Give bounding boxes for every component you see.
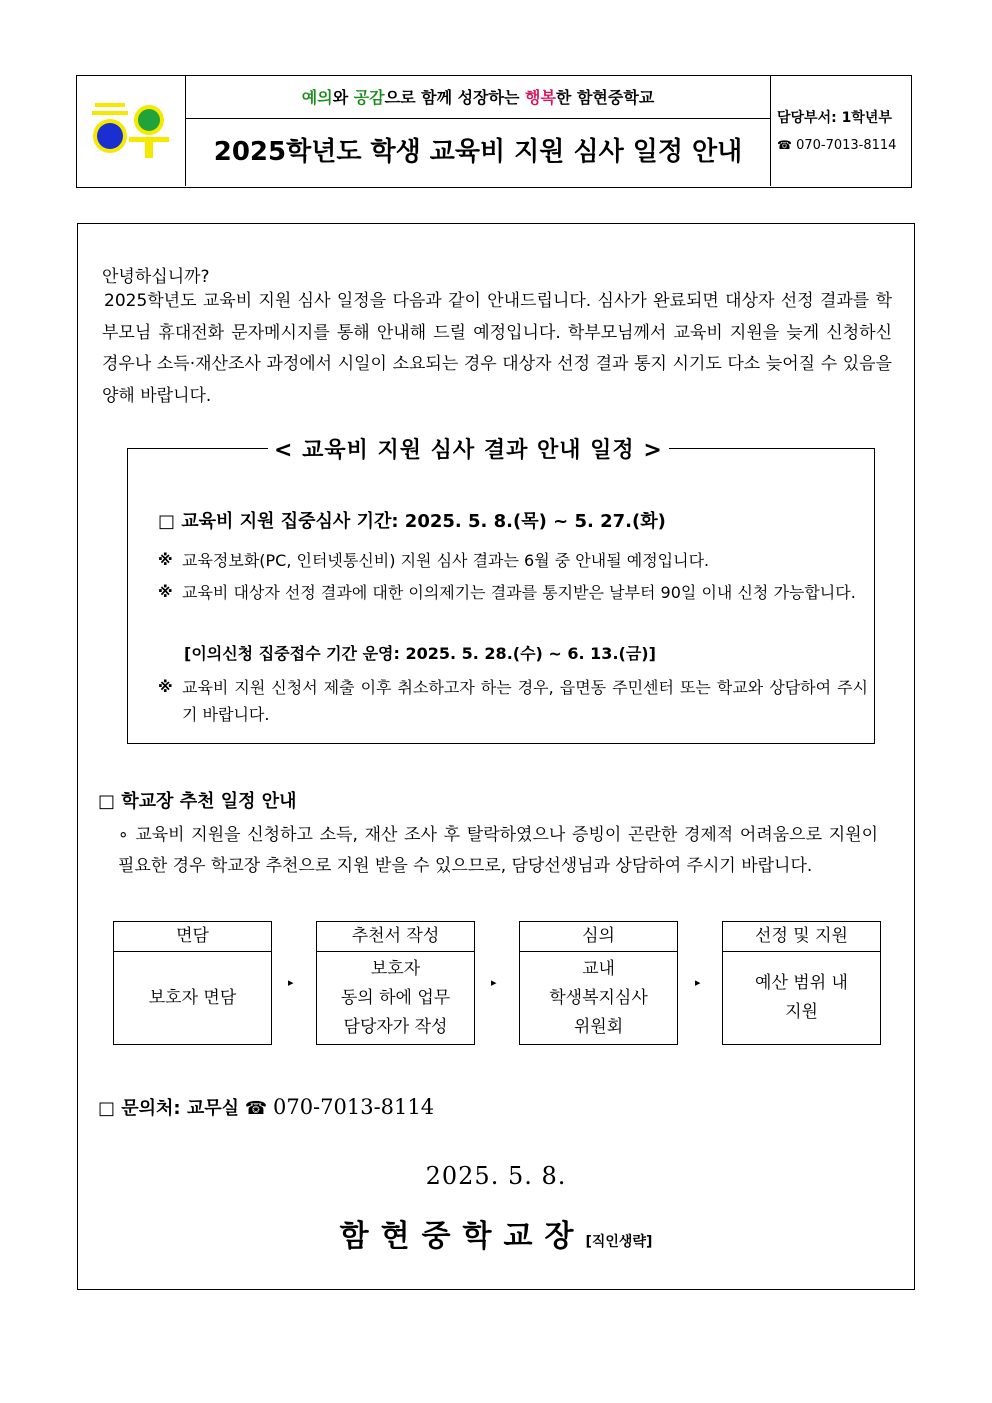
- flow-step-line: 보호자 면담: [148, 987, 237, 1008]
- principal-section-heading: □ 학교장 추천 일정 안내: [98, 791, 297, 812]
- flow-step: [722, 921, 881, 1045]
- motto-segment: 행복: [525, 88, 556, 107]
- signature: [78, 1211, 914, 1255]
- arrow-right-icon: ▸: [491, 976, 497, 989]
- note-text: 교육정보화(PC, 인터넷통신비) 지원 심사 결과는 6월 중 안내될 예정입니다.: [182, 551, 710, 570]
- note-mark-icon: ※: [158, 678, 173, 696]
- motto-text: [302, 88, 654, 107]
- issue-date: 2025. 5. 8.: [425, 1162, 567, 1190]
- motto-segment: 으로 함께 성장하는: [384, 88, 525, 107]
- school-logo-icon: [91, 100, 171, 160]
- school-motto: [186, 76, 770, 119]
- flow-step-title: 심의: [520, 922, 677, 952]
- note-mark-icon: ※: [158, 551, 173, 569]
- document-title: 2025학년도 학생 교육비 지원 심사 일정 안내: [213, 137, 743, 167]
- arrow-right-icon: ▸: [288, 976, 294, 989]
- notice-body: [77, 223, 915, 1290]
- motto-segment: 공감: [353, 88, 385, 107]
- note-mark-icon: ※: [158, 583, 173, 601]
- flow-step-body: [723, 952, 880, 1044]
- contact-label: □ 문의처: 교무실: [98, 1098, 240, 1119]
- flow-step: [519, 921, 678, 1045]
- department-label: 담당부서: 1학년부: [777, 110, 892, 126]
- motto-segment: 예의: [301, 88, 333, 107]
- phone-number: 070-7013-8114: [796, 138, 897, 153]
- seal-note: [직인생략]: [585, 1234, 653, 1250]
- flow-step-line: 동의 하에 업무: [340, 987, 451, 1008]
- flow-step-line: 예산 범위 내: [755, 973, 848, 993]
- contact-info: [98, 1094, 434, 1120]
- flow-step-line: 교내: [582, 958, 615, 979]
- arrow-right-icon: ▸: [695, 976, 701, 989]
- department-phone: [777, 138, 896, 153]
- phone-icon: ☎: [244, 1098, 268, 1119]
- contact-phone: 070-7013-8114: [272, 1095, 435, 1119]
- signer-name: 함현중학교장: [339, 1219, 586, 1254]
- phone-icon: ☎: [777, 138, 792, 152]
- flow-step-line: 보호자: [370, 958, 421, 979]
- flow-step-title: 추천서 작성: [317, 922, 474, 952]
- flow-step-line: 학생복지심사: [549, 987, 648, 1008]
- review-period: □ 교육비 지원 집중심사 기간: 2025. 5. 8.(목) ~ 5. 27.(화): [158, 511, 666, 532]
- schedule-title: < 교육비 지원 심사 결과 안내 일정 >: [268, 433, 669, 464]
- schedule-box: [127, 438, 875, 744]
- greeting: 안녕하십니까?: [102, 267, 210, 287]
- motto-segment: 와: [332, 88, 354, 107]
- principal-section-body: ∘ 교육비 지원을 신청하고 소득, 재산 조사 후 탈락하였으나 증빙이 곤란한 경제적 어려움으로 지원이 필요한 경우 학교장 추천으로 지원 받을 수 있으므로, 담당선생님과 상담하여 주시기 바랍니다.: [118, 825, 878, 876]
- flow-step-line: 위원회: [573, 1016, 624, 1037]
- document-header: [76, 75, 912, 188]
- flow-step-body: [317, 952, 474, 1044]
- flow-step-line: 담당자가 작성: [343, 1016, 448, 1037]
- note-text: 교육비 지원 신청서 제출 이후 취소하고자 하는 경우, 읍면동 주민센터 또는 학교와 상담하여 주시기 바랍니다.: [182, 678, 868, 724]
- intro-paragraph: 2025학년도 교육비 지원 심사 일정을 다음과 같이 안내드립니다. 심사가 완료되면 대상자 선정 결과를 학부모님 휴대전화 문자메시지를 통해 안내해 드릴 예정입니다. 학부모님께서 교육비 지원을 늦게 신청하신 경우나 소득·재산조사 과정에서 시일이 소요되는 경우 대상자 선정 결과 통지 시기도 다소 늦어질 수 있음을 양해 바랍니다.: [102, 291, 892, 406]
- flow-step-body: [114, 952, 271, 1044]
- flow-step: [316, 921, 475, 1045]
- objection-period: [이의신청 집중접수 기간 운영: 2025. 5. 28.(수) ~ 6. 13.(금)]: [184, 644, 656, 663]
- flow-step-body: [520, 952, 677, 1044]
- note-text: 교육비 대상자 선정 결과에 대한 이의제기는 결과를 통지받은 날부터 90일 이내 신청 가능합니다.: [182, 583, 856, 602]
- flow-step: [113, 921, 272, 1045]
- department-cell: [770, 76, 910, 186]
- schedule-note: [158, 547, 868, 574]
- flow-step-title: 면담: [114, 922, 271, 952]
- logo-cell: [77, 76, 186, 186]
- flow-step-line: 지원: [785, 1002, 818, 1022]
- schedule-note: [158, 674, 868, 728]
- motto-segment: 한 함현중학교: [555, 88, 655, 107]
- schedule-note: [158, 579, 868, 606]
- flow-step-title: 선정 및 지원: [723, 922, 880, 952]
